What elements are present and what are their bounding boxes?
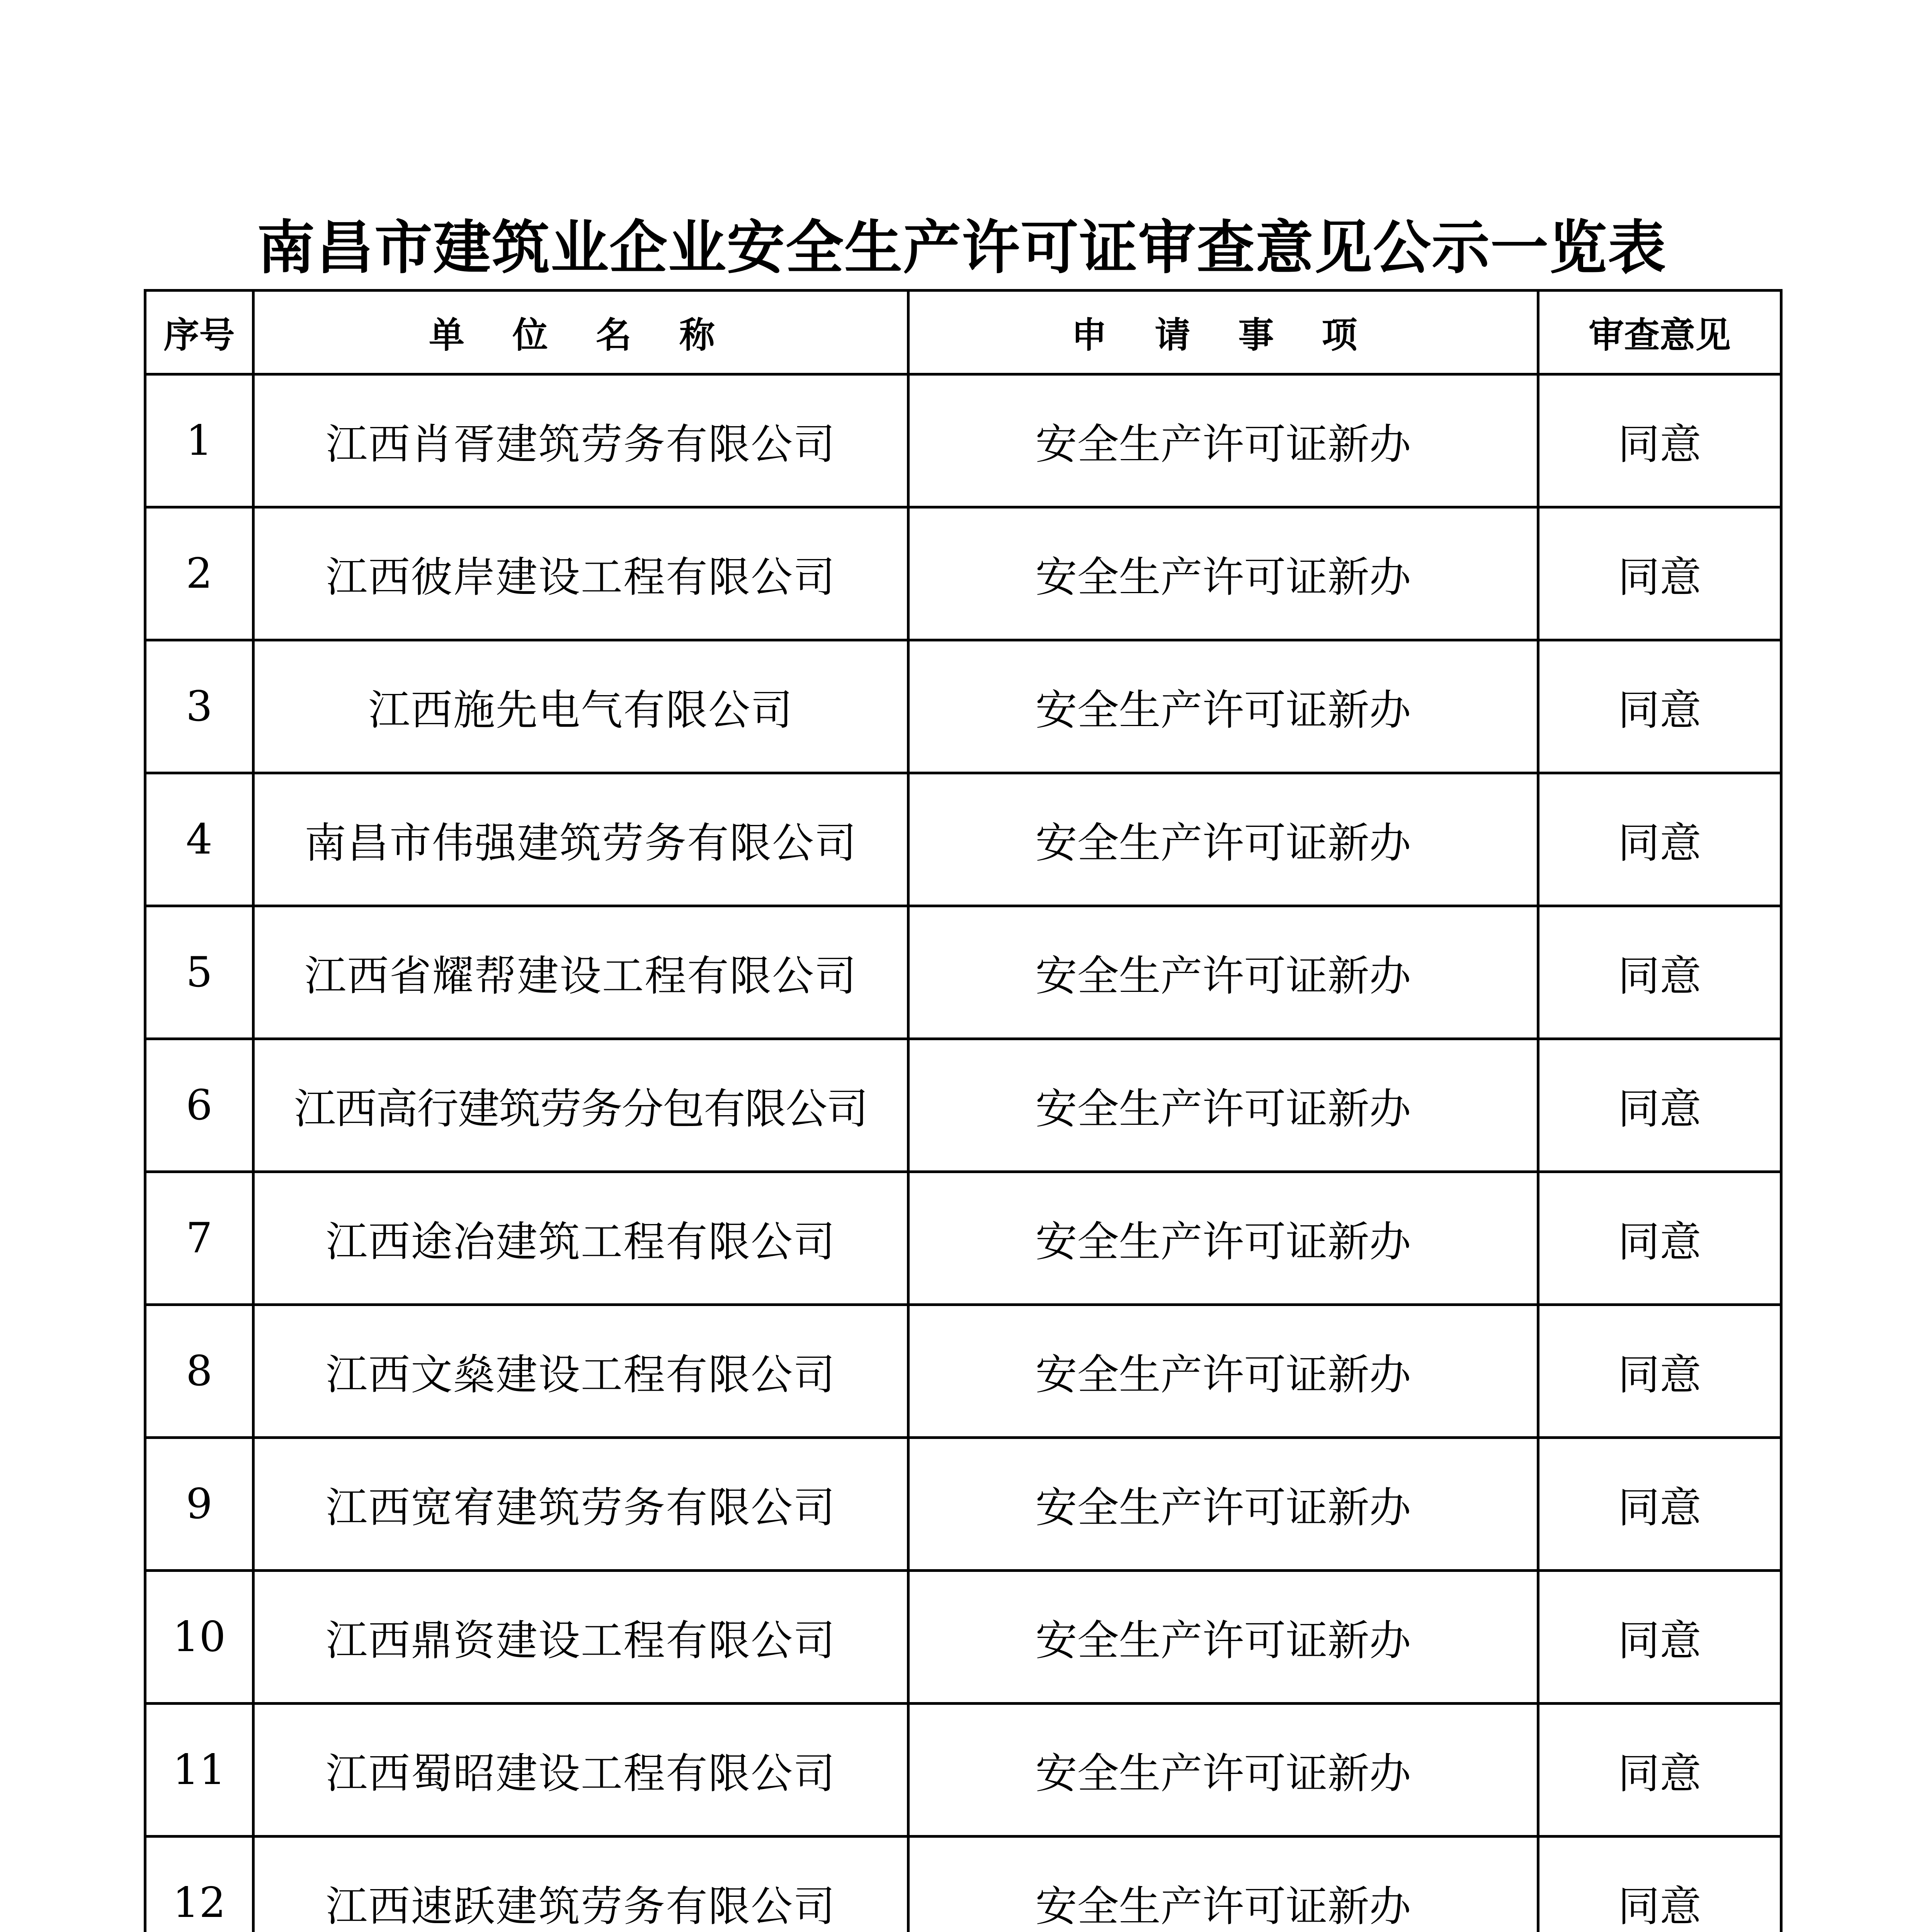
row-opinion: 同意: [1538, 507, 1781, 640]
table-row: [145, 1438, 1781, 1571]
row-application: 安全生产许可证新办: [908, 1438, 1538, 1571]
row-index: 8: [145, 1305, 253, 1438]
page-title: 南昌市建筑业企业安全生产许可证审查意见公示一览表: [257, 214, 1667, 282]
table-row: [145, 1172, 1781, 1305]
row-index: 9: [145, 1438, 253, 1571]
table-row: [145, 1039, 1781, 1172]
row-index: 4: [145, 773, 253, 906]
table-row: [145, 507, 1781, 640]
header-opinion: 审查意见: [1538, 291, 1781, 374]
row-company: 江西速跃建筑劳务有限公司: [253, 1837, 908, 1932]
row-opinion: 同意: [1538, 1704, 1781, 1837]
table-row: [145, 906, 1781, 1039]
row-application: 安全生产许可证新办: [908, 1172, 1538, 1305]
row-company: 江西彼岸建设工程有限公司: [253, 507, 908, 640]
table-row: [145, 640, 1781, 773]
row-company: 江西文燊建设工程有限公司: [253, 1305, 908, 1438]
row-application: 安全生产许可证新办: [908, 1704, 1538, 1837]
row-application: 安全生产许可证新办: [908, 640, 1538, 773]
row-opinion: 同意: [1538, 374, 1781, 507]
row-opinion: 同意: [1538, 1837, 1781, 1932]
row-index: 11: [145, 1704, 253, 1837]
row-opinion: 同意: [1538, 1039, 1781, 1172]
table-header-row: [145, 291, 1781, 374]
row-index: 5: [145, 906, 253, 1039]
row-index: 3: [145, 640, 253, 773]
table-row: [145, 374, 1781, 507]
row-opinion: 同意: [1538, 906, 1781, 1039]
row-opinion: 同意: [1538, 1172, 1781, 1305]
header-index: 序号: [145, 291, 253, 374]
row-index: 7: [145, 1172, 253, 1305]
row-opinion: 同意: [1538, 773, 1781, 906]
row-application: 安全生产许可证新办: [908, 906, 1538, 1039]
table-row: [145, 1571, 1781, 1704]
table-row: [145, 1704, 1781, 1837]
row-application: 安全生产许可证新办: [908, 1571, 1538, 1704]
row-company: 江西鼎资建设工程有限公司: [253, 1571, 908, 1704]
row-index: 2: [145, 507, 253, 640]
row-opinion: 同意: [1538, 1438, 1781, 1571]
row-company: 江西肖胥建筑劳务有限公司: [253, 374, 908, 507]
row-application: 安全生产许可证新办: [908, 507, 1538, 640]
row-opinion: 同意: [1538, 1305, 1781, 1438]
row-opinion: 同意: [1538, 640, 1781, 773]
table-row: [145, 1837, 1781, 1932]
row-company: 江西省耀帮建设工程有限公司: [253, 906, 908, 1039]
row-index: 1: [145, 374, 253, 507]
row-company: 江西高行建筑劳务分包有限公司: [253, 1039, 908, 1172]
table-row: [145, 773, 1781, 906]
row-application: 安全生产许可证新办: [908, 773, 1538, 906]
row-company: 南昌市伟强建筑劳务有限公司: [253, 773, 908, 906]
row-company: 江西途冶建筑工程有限公司: [253, 1172, 908, 1305]
approval-table: [144, 289, 1783, 1932]
table-row: [145, 1305, 1781, 1438]
row-company: 江西宽宥建筑劳务有限公司: [253, 1438, 908, 1571]
row-company: 江西蜀昭建设工程有限公司: [253, 1704, 908, 1837]
row-application: 安全生产许可证新办: [908, 1039, 1538, 1172]
row-index: 6: [145, 1039, 253, 1172]
row-application: 安全生产许可证新办: [908, 374, 1538, 507]
header-company: 单 位 名 称: [253, 291, 908, 374]
row-index: 10: [145, 1571, 253, 1704]
row-application: 安全生产许可证新办: [908, 1305, 1538, 1438]
header-application: 申 请 事 项: [908, 291, 1538, 374]
row-index: 12: [145, 1837, 253, 1932]
row-company: 江西施先电气有限公司: [253, 640, 908, 773]
row-application: 安全生产许可证新办: [908, 1837, 1538, 1932]
row-opinion: 同意: [1538, 1571, 1781, 1704]
